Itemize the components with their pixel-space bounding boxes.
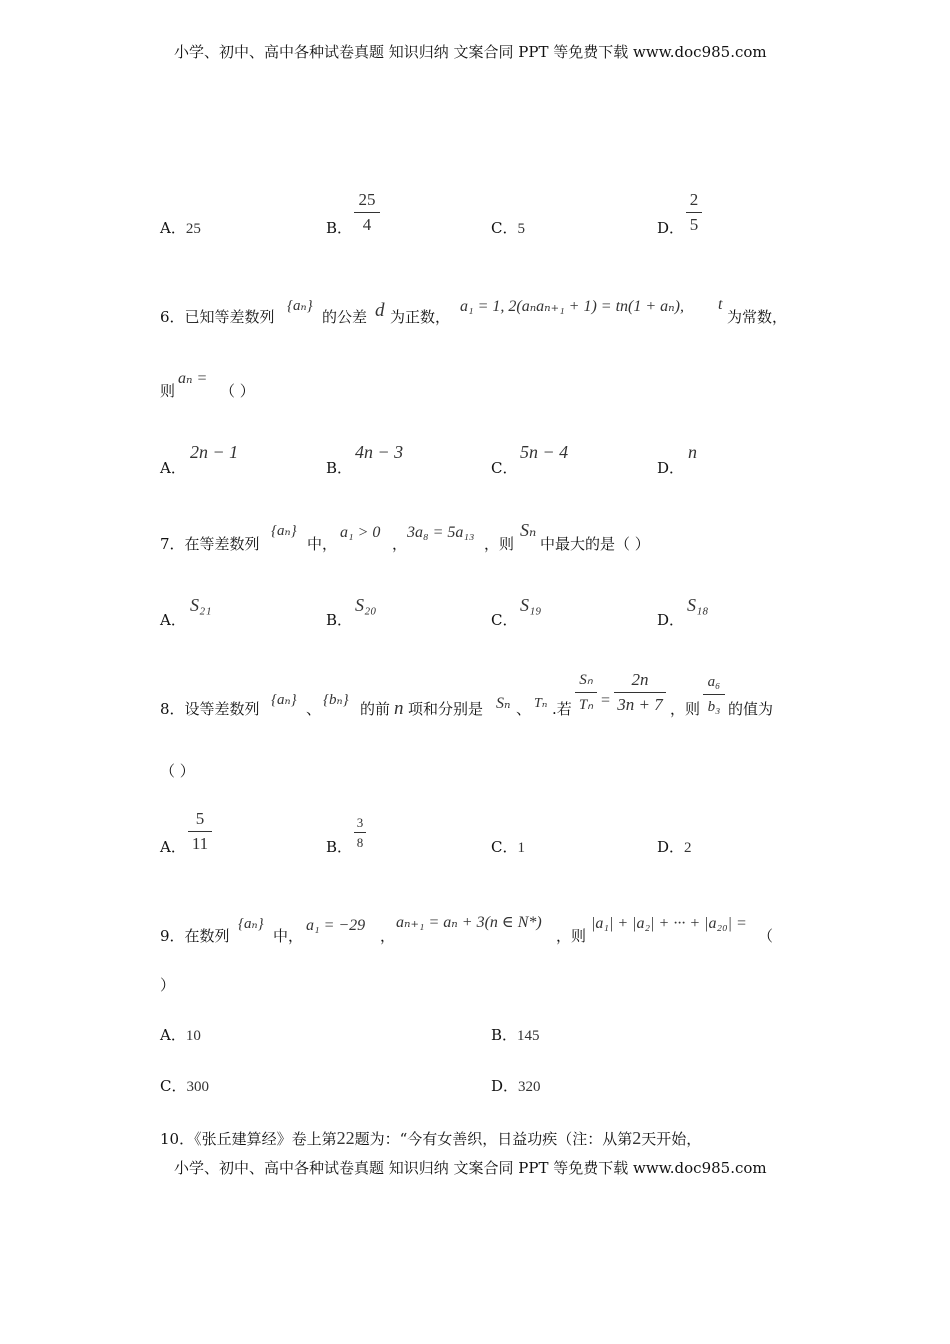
question-10: 10．《张丘建算经》卷上第22题为：“今有女善织，日益功疾（注：从第2天开始， — [160, 1128, 702, 1148]
q7-option-a: S₂₁ — [190, 595, 212, 615]
q8-text-7: ，则 — [670, 700, 701, 718]
q6-text-3: 为正数， — [390, 308, 451, 326]
q7-option-b-label: B． — [326, 611, 353, 629]
q8-option-c: C．1 — [491, 838, 525, 856]
q6-option-a: 2n − 1 — [190, 442, 239, 462]
q9-option-a: A．10 — [160, 1026, 201, 1044]
q6-option-d-label: D． — [657, 459, 685, 477]
q8-text-6: .若 — [552, 700, 572, 718]
q6-ask: aₙ = — [178, 370, 208, 387]
q7-sn: Sₙ — [520, 520, 537, 540]
q6-text-1: 6．已知等差数列 — [160, 308, 275, 326]
q8-text-3: 的前 — [360, 700, 391, 718]
q7-option-a-label: A． — [160, 611, 186, 629]
q9-condition-1: a₁ = −29 — [306, 917, 366, 934]
q7-text-2: 中， — [307, 535, 338, 553]
q6-text-4: 为常数， — [727, 308, 788, 326]
q6-condition: a₁ = 1, 2(aₙaₙ₊₁ + 1) = tn(1 + aₙ), — [460, 298, 684, 315]
q7-sequence: {aₙ} — [271, 523, 297, 539]
option-c: C．5 — [491, 219, 525, 237]
q7-text-3: ， — [392, 535, 408, 553]
q9-text-3: ， — [380, 927, 396, 945]
q7-condition-2: 3a₈ = 5a₁₃ — [407, 524, 475, 541]
q6-option-c-label: C． — [491, 459, 518, 477]
q7-option-b: S₂₀ — [355, 595, 377, 615]
q8-n: n — [394, 698, 404, 719]
q8-text-2: 、 — [306, 700, 322, 718]
q7-option-c-label: C． — [491, 611, 518, 629]
q6-option-c: 5n − 4 — [520, 442, 569, 462]
q8-ratio-s-t: Sₙ Tₙ — [575, 670, 597, 715]
q8-text-5: 、 — [516, 700, 532, 718]
q6-text-2: 的公差 — [322, 308, 368, 326]
q6-option-b-label: B． — [326, 459, 353, 477]
option-d-label: D． — [657, 219, 685, 237]
q8-option-a-label: A． — [160, 838, 186, 856]
q8-paren: （ ） — [160, 762, 195, 780]
option-b-fraction: 25 4 — [354, 190, 380, 235]
q8-ratio-value: 2n 3n + 7 — [614, 670, 666, 715]
q9-expression: |a₁| + |a₂| + ··· + |a₂₀| = — [591, 915, 747, 932]
q9-text-4: ，则 — [556, 927, 587, 945]
option-b-label: B． — [326, 219, 353, 237]
q9-option-c: C．300 — [160, 1077, 209, 1095]
q6-d: d — [375, 300, 385, 321]
q8-sequence-b: {bₙ} — [323, 692, 349, 708]
option-d-fraction: 2 5 — [686, 190, 702, 235]
q8-option-b-fraction: 3 8 — [354, 815, 366, 850]
q9-text-1: 9．在数列 — [160, 927, 230, 945]
q7-text-5: 中最大的是（ ） — [540, 535, 650, 553]
q9-option-b: B．145 — [491, 1026, 540, 1044]
q6-paren: （ ） — [220, 382, 255, 400]
option-a: A．25 — [160, 219, 201, 237]
q8-text-4: 项和分别是 — [408, 700, 484, 718]
q6-option-a-label: A． — [160, 459, 186, 477]
q8-option-d: D．2 — [657, 838, 692, 856]
q8-text-8: 的值为 — [728, 700, 774, 718]
q9-option-d: D．320 — [491, 1077, 541, 1095]
q9-sequence: {aₙ} — [238, 916, 264, 932]
q9-condition-2: aₙ₊₁ = aₙ + 3(n ∈ N*) — [396, 914, 542, 931]
q7-option-d-label: D． — [657, 611, 685, 629]
q6-t: t — [718, 296, 723, 313]
q6-option-d: n — [688, 442, 697, 462]
q8-option-b-label: B． — [326, 838, 353, 856]
q9-text-2: 中， — [273, 927, 304, 945]
q9-paren-close: ） — [160, 976, 176, 994]
q6-option-b: 4n − 3 — [355, 442, 404, 462]
page-footer: 小学、初中、高中各种试卷真题 知识归纳 文案合同 PPT 等免费下载 www.doc985.com — [174, 1159, 767, 1177]
q7-text-4: ，则 — [484, 535, 515, 553]
q8-ratio-ask: a₆ b₃ — [703, 672, 725, 717]
q7-text-1: 7．在等差数列 — [160, 535, 260, 553]
q8-text-1: 8．设等差数列 — [160, 700, 260, 718]
q8-tn: Tₙ — [534, 696, 548, 711]
page-header: 小学、初中、高中各种试卷真题 知识归纳 文案合同 PPT 等免费下载 www.doc985.com — [174, 43, 767, 61]
q8-sn: Sₙ — [496, 695, 511, 712]
q7-option-d: S₁₈ — [687, 595, 709, 615]
q6-sequence: {aₙ} — [287, 298, 313, 314]
q7-option-c: S₁₉ — [520, 595, 542, 615]
q8-sequence-a: {aₙ} — [271, 692, 297, 708]
q8-equals: = — [601, 692, 611, 709]
q7-condition-1: a₁ > 0 — [340, 524, 381, 541]
q8-option-a-fraction: 5 11 — [188, 809, 212, 854]
q6-text-5: 则 — [160, 382, 176, 400]
q9-paren-open: （ — [758, 927, 774, 945]
